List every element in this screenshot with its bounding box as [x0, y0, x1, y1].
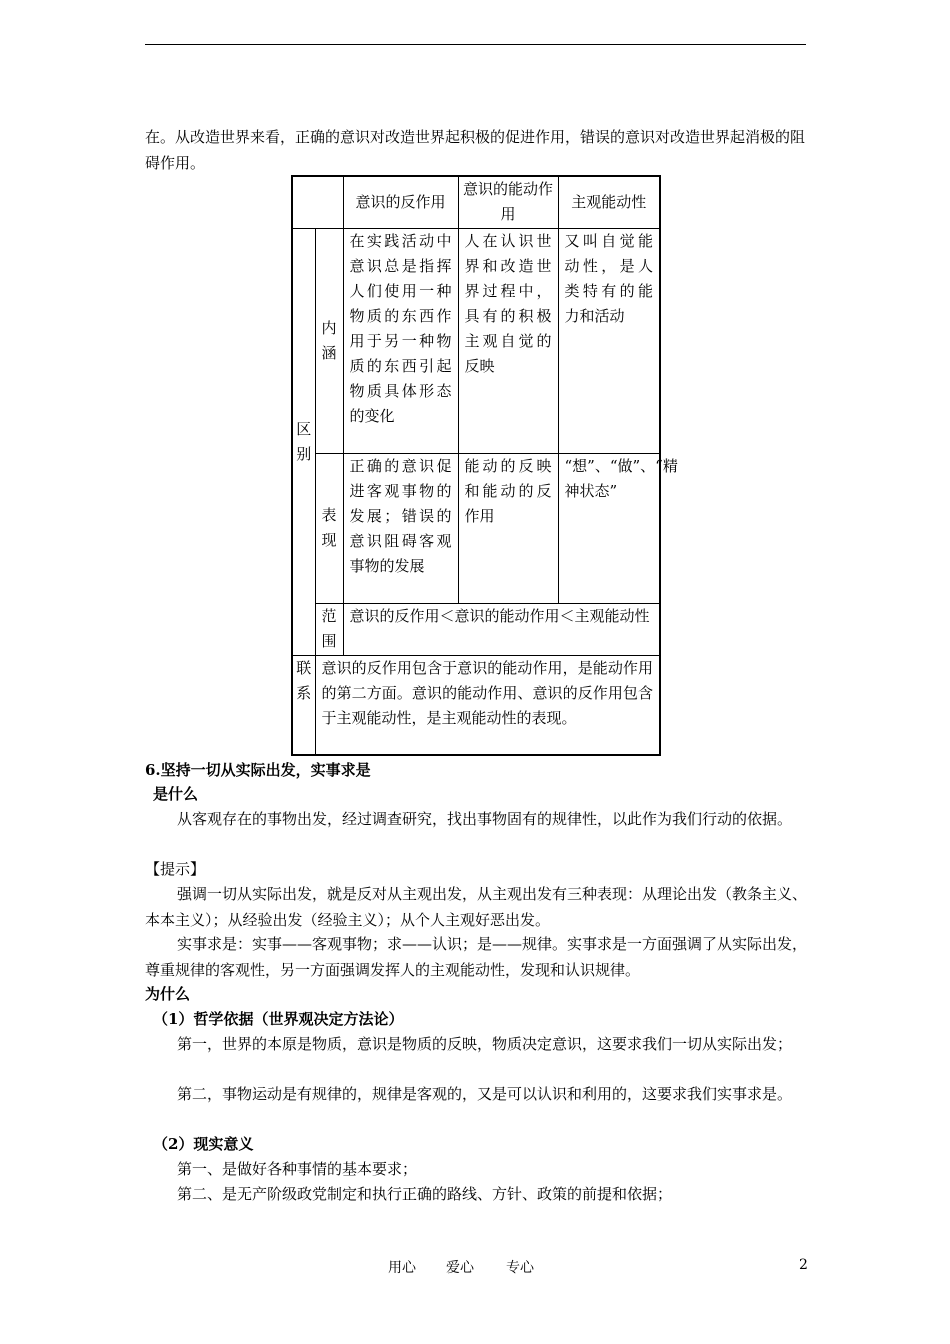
- paragraph: 第一、是做好各种事情的基本要求；: [177, 1160, 418, 1178]
- table-row: [292, 603, 660, 655]
- subheading-basis: （1）哲学依据（世界观决定方法论）: [153, 1010, 404, 1028]
- footer-slogan: 专心: [506, 1260, 534, 1276]
- table-corner-cell: [292, 176, 343, 228]
- table-cell: 能动的反映和能动的反作用: [458, 453, 558, 603]
- header-cell: 意识的反作用: [343, 176, 458, 228]
- paragraph: 第二、是无产阶级政党制定和执行正确的路线、方针、政策的前提和依据；: [177, 1185, 673, 1203]
- section-heading: 6.坚持一切从实际出发，实事求是: [145, 761, 371, 779]
- table-row: [292, 228, 660, 453]
- table-row: [292, 655, 660, 755]
- table-header-row: [292, 176, 660, 228]
- subheading-what: 是什么: [153, 785, 199, 803]
- row-label-cell: 表现: [315, 453, 343, 603]
- paragraph: 第二，事物运动是有规律的，规律是客观的，又是可以认识和利用的，这要求我们实事求是。: [177, 1085, 793, 1103]
- table-cell: 正确的意识促进客观事物的发展；错误的意识阻碍客观事物的发展: [343, 453, 458, 603]
- header-cell: 意识的能动作用: [458, 176, 558, 228]
- table-cell: 人在认识世界和改造世界过程中，具有的积极主观自觉的反映: [458, 228, 558, 453]
- table-cell: 在实践活动中意识总是指挥人们使用一种物质的东西作用于另一种物质的东西引起物质具体形态的变化: [343, 228, 458, 453]
- table-cell: 意识的反作用＜意识的能动作用＜主观能动性: [343, 603, 660, 655]
- header-cell: 主观能动性: [558, 176, 660, 228]
- comparison-table: [291, 175, 678, 756]
- page-number: 2: [799, 1257, 808, 1273]
- paragraph: 实事求是：实事——客观事物；求——认识；是——规律。实事求是一方面强调了从实际出发，尊重规律的客观性，另一方面强调发挥人的主观能动性，发现和认识规律。: [145, 935, 808, 979]
- intro-paragraph: 在。从改造世界来看，正确的意识对改造世界起积极的促进作用，错误的意识对改造世界起消极的阻碍作用。: [145, 128, 806, 172]
- row-label-cell: 联系: [292, 655, 315, 755]
- paragraph: 强调一切从实际出发，就是反对从主观出发，从主观出发有三种表现：从理论出发（教条主义、本本主义）；从经验出发（经验主义）；从个人主观好恶出发。: [145, 885, 808, 929]
- subheading-why: 为什么: [145, 985, 191, 1003]
- paragraph: 从客观存在的事物出发，经过调查研究，找出事物固有的规律性，以此作为我们行动的依据。: [177, 810, 793, 828]
- subheading-meaning: （2）现实意义: [153, 1135, 254, 1153]
- table-cell: 又叫自觉能动性，是人类特有的能力和活动: [558, 228, 660, 453]
- table-cell: “想”、“做”、“精神状态”: [558, 453, 660, 603]
- tip-heading: 【提示】: [145, 860, 206, 878]
- table-row: [292, 453, 660, 603]
- footer-slogan: 爱心: [446, 1260, 474, 1276]
- footer-slogan: 用心: [388, 1260, 416, 1276]
- group-label-cell: 区别: [292, 228, 315, 655]
- row-label-cell: 内涵: [315, 228, 343, 453]
- header-rule: [145, 44, 806, 45]
- row-label-cell: 范围: [315, 603, 343, 655]
- table-cell: 意识的反作用包含于意识的能动作用，是能动作用的第二方面。意识的能动作用、意识的反作用包含于主观能动性，是主观能动性的表现。: [315, 655, 660, 755]
- paragraph: 第一，世界的本原是物质，意识是物质的反映，物质决定意识，这要求我们一切从实际出发；: [177, 1035, 793, 1053]
